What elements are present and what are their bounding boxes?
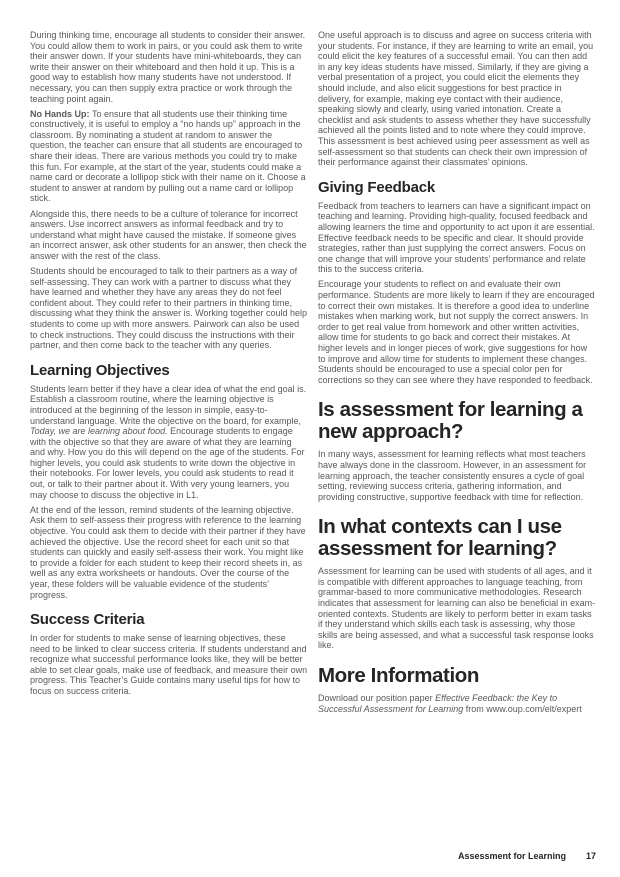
text-run: from www.oup.com/elt/expert [463,703,582,714]
paragraph [30,109,308,204]
text-run: Encourage students to engage with the objective so that they are aware of what they are learning and why. How you do this will depend on the age of the students. For higher levels, you could ask students to write down the objective in their notebooks. For lower levels, you could ask students to read it out, or talk to their partner about it. With very young learners, you may choose to discuss the objective in L1. [30,426,305,500]
text-run: In many ways, assessment for learning reflects what most teachers have always done in the classroom. However, in an assessment for learning approach, the teacher consistently ensures a cycle of goal setting, reviewing success criteria, gathering information, and providing constructive, supportive feedback with time for reflection. [318,449,587,502]
text-run: To ensure that all students use their thinking time constructively, it is useful to employ a “no hands up” approach in the classroom. By nominating a student at random to answer the question, the teacher can ensure that all students are encouraged to share their ideas. There are various methods you could try to make this fun. For example, at the start of the year, students could make a name card or decorate a lollipop stick with their name on it. Choose a student to answer at random by pulling out a name card or lollipop stick. [30,108,306,204]
paragraph [318,566,596,651]
right-column [318,30,596,719]
text-run: One useful approach is to discuss and agree on success criteria with your students. For instance, if they are learning to write an email, you could elicit the key features of a successful email. You can then add in any key ideas students have missed. Similarly, if they are giving a verbal presentation of a project, you could elicit the elements they should include, and also elicit suggestions for best practice in delivery, for example, making eye contact with their audience, speaking slowly and clearly, using varied intonation. Create a checklist and ask students to assess whether they have successfully achieved all the points listed and to note where they could improve. This assessment is best achieved using peer assessment as well as self-assessment so that students can check their own impression of their performance against their classmates’ opinions. [318,30,594,168]
question-heading: In what contexts can I use assessment for learning? [318,515,562,561]
text-run: At the end of the lesson, remind students of the learning objective. Ask them to self-assess their progress with reference to the learning objective. You could ask them to decide with their partner if they have achieved the objective. Use the record sheet for each unit so that students can quickly and easily self-assess their work. You might like to provide a folder for each student to keep their record sheets in, as well as any extra worksheets or handouts. Over the course of the year, these folders will be valuable evidence of the students’ progress. [30,504,306,600]
italic-text-run: Today, we are learning about food. [30,426,168,437]
paragraph [30,505,308,600]
text-run: In order for students to make sense of learning objectives, these need to be linked to clear success criteria. If students understand and recognize what successful performance looks like, they will be better able to set clear goals, make use of feedback, and measure their own progress. This Teacher’s Guide contains many useful tips for how to focus on success criteria. [30,633,308,697]
text-run: Feedback from teachers to learners can have a significant impact on teaching and learning. Providing high-quality, focused feedback and allowing learners the time and opportunity to act upon it are essential. Effective feedback needs to be specific and clear. It should provide strategies, rather than just supplying the correct answers. Focus on one change that will improve your students’ performance and relate this to the success criteria. [318,200,595,275]
paragraph [318,201,596,275]
question-heading: Is assessment for learning a new approach? [318,398,583,444]
page-footer [458,851,596,861]
text-run: Alongside this, there needs to be a culture of tolerance for incorrect answers. Use incorrect answers as informal feedback and try to understand what might have caused the mistake. If someone gives an incorrect answer, ask other students for an answer, then check the answer with the rest of the class. [30,208,307,261]
section-heading: Giving Feedback [318,178,436,196]
left-column [30,30,308,719]
paragraph [30,633,308,697]
section-heading: Success Criteria [30,611,145,629]
paragraph [30,384,308,501]
paragraph [30,266,308,351]
italic-text-run: Effective Feedback: the Key to Successful Assessment for Learning [318,693,558,714]
question-heading: More Information [318,664,480,688]
paragraph [30,209,308,262]
text-run: Encourage your students to reflect on and evaluate their own performance. Students are more likely to learn if they are encouraged to correct their own mistakes. It is therefore a good idea to underline mistakes when marking work, but not supply the correct answers. In order to get real value from homework and other written activities, allow time for students to go back and correct their mistakes. At higher levels and in longer pieces of work, give suggestions for how to improve and allow time for students to implement these changes. Students should be encouraged to use a special color pen for corrections so they can see where they have responded to feedback. [318,279,595,385]
bold-text-run: No Hands Up: [30,108,92,119]
section-heading: Learning Objectives [30,361,170,379]
paragraph [30,30,308,104]
text-run: Students learn better if they have a clear idea of what the end goal is. Establish a classroom routine, where the learning objective is introduced at the beginning of the lesson in simple, easy-to-understand language. Write the objective on the board, for example, [30,383,307,426]
text-run: Assessment for learning can be used with students of all ages, and it is compatible with different approaches to language teaching, from grammar-based to more communicative methodologies. Research indicates that assessment for learning can also be beneficial in exam-oriented contexts. Students are likely to perform better in exam tasks if they understand which skills each task is assessing, why those skills are being assessed, and what a successful task response looks like. [318,566,596,651]
paragraph [318,30,596,168]
paragraph [318,449,596,502]
paragraph [318,279,596,385]
footer-section-label: Assessment for Learning [457,851,566,861]
text-run: Students should be encouraged to talk to their partners as a way of self-assessing. They can work with a partner to discuss what they have learned and whether they have any areas they do not feel confident about. They could refer to their partners in thinking time, discussing what they think the answer is. Working together could help students to come up with more answers. Pairwork can also be used to check instructions. They could discuss the instructions with their partner, and then come back to the teacher with any queries. [30,265,307,351]
text-run: During thinking time, encourage all students to consider their answer. You could allow them to work in pairs, or you could ask them to write their answer down. If your students have mini-whiteboards, they can write their answer on their whiteboard and then hold it up. This is a good way to establish how many students have not understood. If necessary, you can then supply extra practice or work through the teaching point again. [30,30,306,104]
page-number: 17 [585,851,596,861]
paragraph [318,693,596,714]
text-run: Download our position paper [318,693,436,704]
